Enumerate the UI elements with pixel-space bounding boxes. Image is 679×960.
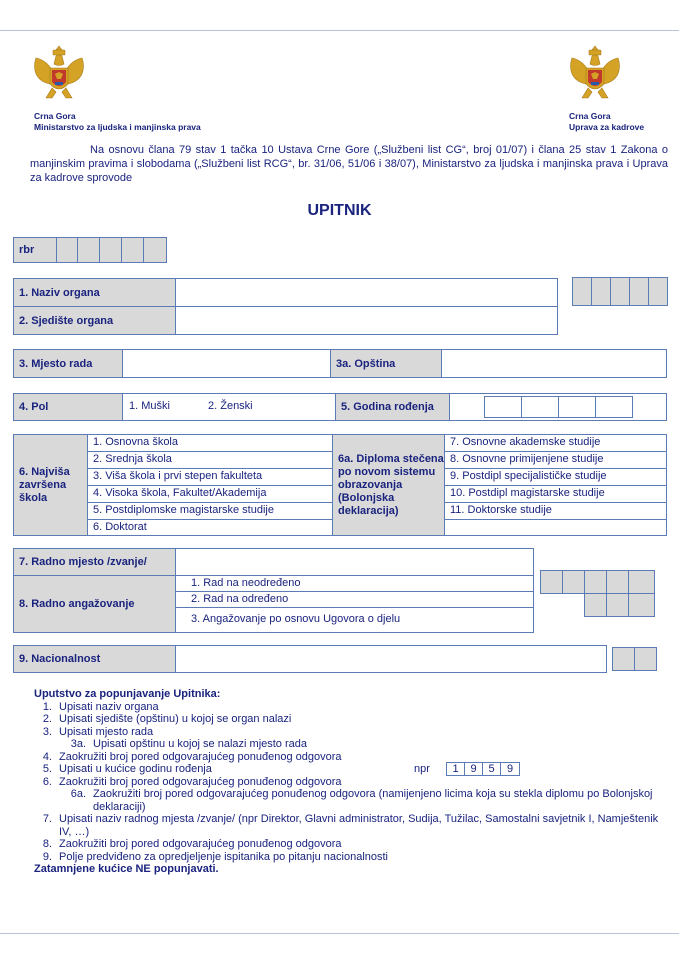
organ-code-box-1 bbox=[572, 277, 592, 306]
example-digit: 1 bbox=[447, 763, 465, 775]
diploma-label-text: 6a. Diploma stečena po novom sistemu obrazovanja (Bolonjska deklaracija) bbox=[338, 452, 444, 517]
godina-box-3[interactable] bbox=[558, 396, 596, 418]
angazovanje-option-2[interactable]: 2. Rad na određeno bbox=[191, 593, 289, 605]
organ-code-box-5 bbox=[648, 277, 668, 306]
example-digit: 9 bbox=[506, 763, 514, 775]
header-left-line-2: Ministarstvo za ljudska i manjinska prava bbox=[34, 122, 201, 132]
instruction-text: Upisati naziv organa bbox=[59, 700, 159, 713]
example-label: npr bbox=[414, 763, 430, 775]
mjesto-rada-field[interactable] bbox=[122, 349, 331, 378]
instruction-num: 3a. bbox=[70, 738, 86, 750]
angazovanje-option-1[interactable]: 1. Rad na neodređeno bbox=[191, 577, 301, 589]
instruction-item bbox=[34, 788, 674, 813]
page-title: UPITNIK bbox=[307, 202, 372, 219]
example-digit: 9 bbox=[465, 763, 483, 775]
example-year-boxes bbox=[446, 762, 520, 776]
rbr-box-4 bbox=[121, 237, 144, 263]
skola-label bbox=[13, 434, 88, 536]
instruction-item bbox=[34, 813, 674, 838]
naziv-organa-field[interactable] bbox=[175, 278, 558, 307]
sjediste-organa-field[interactable] bbox=[175, 306, 558, 335]
instruction-text: Polje predviđeno za opredjeljenje ispitanika po pitanju nacionalnosti bbox=[59, 850, 389, 863]
radno-code-box-1 bbox=[540, 570, 563, 594]
instruction-num: 7. bbox=[42, 813, 52, 825]
radno-mjesto-field[interactable] bbox=[175, 548, 534, 576]
sjediste-organa-label: 2. Sjedište organa bbox=[13, 306, 176, 335]
radno-mjesto-label: 7. Radno mjesto /zvanje/ bbox=[13, 548, 176, 576]
instruction-item bbox=[34, 751, 674, 764]
radno-code-box-4 bbox=[606, 570, 629, 594]
header-right-line-2: Uprava za kadrove bbox=[569, 122, 645, 132]
instruction-item bbox=[34, 713, 674, 726]
skola-option-3[interactable]: 3. Viša škola i prvi stepen fakulteta bbox=[93, 470, 263, 482]
instruction-item bbox=[34, 726, 674, 739]
instruction-num: 1. bbox=[42, 700, 52, 713]
coat-of-arms-right-icon bbox=[568, 44, 622, 104]
angazovanje-label: 8. Radno angažovanje bbox=[13, 575, 176, 633]
pol-label: 4. Pol bbox=[13, 393, 123, 421]
skola-option-6[interactable]: 6. Doktorat bbox=[93, 521, 147, 533]
angazovanje-divider-1 bbox=[175, 591, 534, 592]
diploma-option-7[interactable]: 7. Osnovne akademske studije bbox=[450, 436, 601, 448]
skola-option-5[interactable]: 5. Postdiplomske magistarske studije bbox=[93, 504, 274, 516]
instruction-text: Zaokružiti broj pored odgovarajućeg ponuđenog odgovora bbox=[59, 838, 342, 850]
angazovanje-code-box-2 bbox=[606, 593, 629, 617]
pol-option-zensko[interactable]: 2. Ženski bbox=[208, 400, 253, 412]
organ-code-box-3 bbox=[610, 277, 630, 306]
skola-option-4[interactable]: 4. Visoka škola, Fakultet/Akademija bbox=[93, 487, 267, 499]
instruction-item bbox=[34, 838, 674, 851]
instruction-text: Zaokružiti broj pored odgovarajućeg ponuđenog odgovora bbox=[59, 750, 342, 763]
header-right-org bbox=[569, 111, 644, 133]
diploma-option-8[interactable]: 8. Osnovne primijenjene studije bbox=[450, 453, 604, 465]
rbr-box-3 bbox=[99, 237, 122, 263]
radno-code-box-3 bbox=[584, 570, 607, 594]
nacionalnost-code-box-1 bbox=[612, 647, 635, 671]
nacionalnost-code-box-2 bbox=[634, 647, 657, 671]
skola-label-text: 6. Najviša završena škola bbox=[19, 465, 70, 504]
bottom-rule bbox=[0, 933, 679, 934]
instructions-footer: Zatamnjene kućice NE popunjavati. bbox=[34, 863, 219, 875]
skola-option-1[interactable]: 1. Osnovna škola bbox=[93, 436, 178, 448]
instruction-num: 5. bbox=[42, 763, 52, 775]
coat-of-arms-left-icon bbox=[32, 44, 86, 104]
rbr-box-5 bbox=[143, 237, 167, 263]
opstina-field[interactable] bbox=[441, 349, 667, 378]
nacionalnost-label: 9. Nacionalnost bbox=[13, 645, 176, 673]
godina-box-4[interactable] bbox=[595, 396, 633, 418]
naziv-organa-label: 1. Naziv organa bbox=[13, 278, 176, 307]
header-left-org bbox=[34, 111, 201, 133]
header-left-line-1: Crna Gora bbox=[34, 111, 76, 121]
instruction-num: 2. bbox=[42, 713, 52, 725]
skola-option-2[interactable]: 2. Srednja škola bbox=[93, 453, 172, 465]
instruction-num: 6a. bbox=[70, 788, 86, 800]
instruction-num: 8. bbox=[42, 838, 52, 850]
rbr-label: rbr bbox=[13, 237, 57, 263]
mjesto-rada-label: 3. Mjesto rada bbox=[13, 349, 123, 378]
instruction-num: 3. bbox=[42, 725, 52, 738]
example-digit: 5 bbox=[483, 763, 501, 775]
rbr-box-1 bbox=[56, 237, 78, 263]
radno-code-box-5 bbox=[628, 570, 655, 594]
diploma-option-11[interactable]: 11. Doktorske studije bbox=[450, 504, 552, 516]
instruction-text: Upisati u kućice godinu rođenja bbox=[59, 763, 212, 775]
nacionalnost-field[interactable] bbox=[175, 645, 607, 673]
instruction-num: 4. bbox=[42, 750, 52, 763]
rbr-box-2 bbox=[77, 237, 100, 263]
instruction-text: Zaokružiti broj pored odgovarajućeg ponuđenog odgovora (namijenjeno licima koja su stekla diplomu po Bolonjskoj deklaraciji) bbox=[93, 788, 653, 813]
instruction-num: 9. bbox=[42, 850, 52, 863]
instruction-text: Zaokružiti broj pored odgovarajućeg ponuđenog odgovora bbox=[59, 775, 342, 788]
instruction-item bbox=[34, 851, 674, 864]
opstina-label: 3a. Opština bbox=[330, 349, 442, 378]
pol-option-musko[interactable]: 1. Muški bbox=[129, 400, 170, 412]
instruction-item bbox=[34, 763, 674, 776]
diploma-option-10[interactable]: 10. Postdipl magistarske studije bbox=[450, 487, 605, 499]
instruction-text: Upisati naziv radnog mjesta /zvanje/ (npr Direktor, Glavni administrator, Sudija, Tužilac, Samostalni savjetnik I, Namještenik IV, …) bbox=[59, 813, 659, 838]
diploma-divider-5 bbox=[444, 519, 667, 520]
angazovanje-code-box-1 bbox=[584, 593, 607, 617]
instruction-num: 6. bbox=[42, 775, 52, 788]
instruction-text: Upisati opštinu u kojoj se nalazi mjesto rada bbox=[93, 738, 308, 750]
instruction-item bbox=[34, 701, 674, 714]
instruction-text: Upisati mjesto rada bbox=[59, 725, 154, 738]
top-rule bbox=[0, 30, 679, 31]
angazovanje-code-box-3 bbox=[628, 593, 655, 617]
organ-code-box-4 bbox=[629, 277, 649, 306]
godina-box-1[interactable] bbox=[484, 396, 522, 418]
intro-paragraph: Na osnovu člana 79 stav 1 tačka 10 Ustava Crne Gore („Službeni list CG“, broj 01/07) i člana 25 stav 1 Zakona o manjinskim pravima i slobodama („Službeni list RCG“, br. 31/06, 51/06 i 38/07), Ministarstvo za ljudska i manjinska prava i Uprava za kadrove sprovode bbox=[30, 144, 668, 184]
radno-code-box-2 bbox=[562, 570, 585, 594]
godina-rodjenja-label: 5. Godina rođenja bbox=[335, 393, 450, 421]
instruction-item bbox=[34, 776, 674, 789]
instruction-text: Upisati sjedište (opštinu) u kojoj se organ nalazi bbox=[59, 713, 292, 725]
organ-code-box-2 bbox=[591, 277, 611, 306]
godina-box-2[interactable] bbox=[521, 396, 559, 418]
header-right-line-1: Crna Gora bbox=[569, 111, 611, 121]
diploma-option-9[interactable]: 9. Postdipl specijalističke studije bbox=[450, 470, 607, 482]
instructions-block bbox=[34, 688, 674, 876]
instruction-item bbox=[34, 738, 674, 751]
diploma-label bbox=[332, 434, 445, 536]
instructions-title: Uputstvo za popunjavanje Upitnika: bbox=[34, 688, 221, 700]
instructions-list bbox=[34, 701, 674, 864]
angazovanje-divider-2 bbox=[175, 607, 534, 608]
angazovanje-option-3[interactable]: 3. Angažovanje po osnovu Ugovora o djelu bbox=[191, 613, 401, 625]
